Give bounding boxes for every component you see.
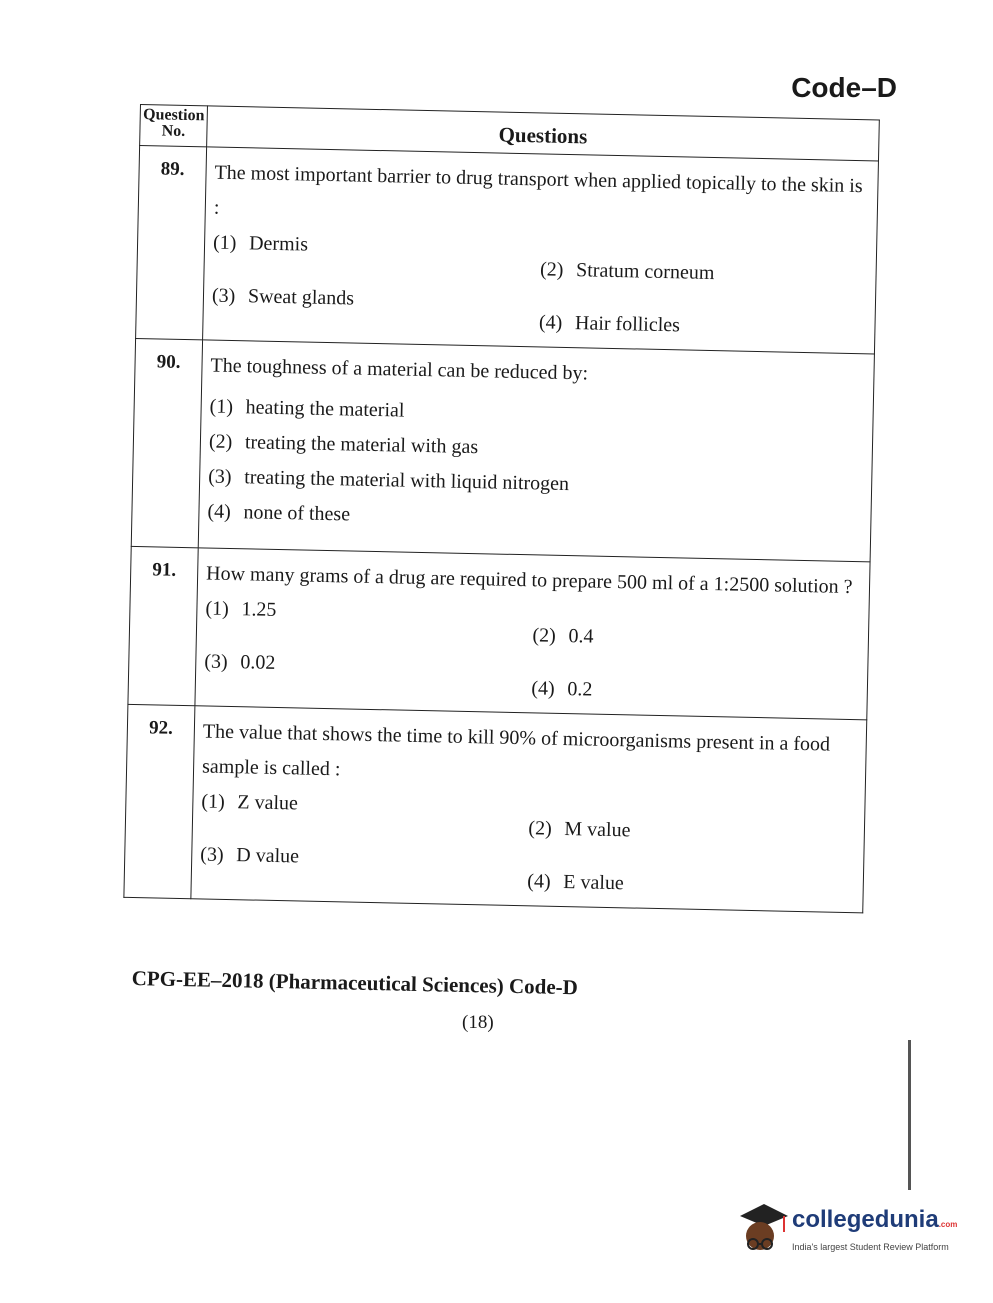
option-text: 0.4 [568,625,594,648]
collegedunia-watermark [734,1198,964,1266]
option-number: (4) [538,311,563,334]
option-text: none of these [243,501,351,526]
paper-code: Code–D [791,72,897,103]
option-text: Hair follicles [574,312,681,337]
option [209,396,864,433]
option [212,232,540,282]
option [200,843,528,893]
question-body [198,340,874,562]
question-number: 90. [131,338,202,547]
question-row [136,146,879,354]
question-row [128,546,870,719]
question-text: The most important barrier to drug transport when applied topically to the skin is : [213,161,863,219]
option-number: (1) [212,231,237,255]
brand-name [792,1206,957,1234]
option [201,790,529,840]
brand-suffix: .com [938,1220,958,1229]
option-text: E value [563,871,625,895]
option-text: 0.2 [567,678,593,701]
option [531,657,859,707]
option [540,238,868,288]
question-text: The toughness of a material can be reduced by: [210,354,589,385]
option [539,291,867,341]
option-text: 1.25 [241,598,277,621]
option-number: (2) [208,430,233,454]
option [208,466,863,503]
option-text: D value [236,844,300,868]
question-body [195,548,870,720]
option-number: (4) [531,677,555,700]
option-number: (4) [207,500,232,523]
question-sheet [123,104,879,913]
brand-tagline: India's largest Student Review Platform [792,1242,949,1252]
option-text: treating the material with liquid nitrogen [243,466,570,496]
question-number: 89. [136,146,207,340]
option [204,650,532,700]
question-number: 91. [128,546,198,705]
options-list [204,597,861,707]
option [209,431,864,468]
question-text: How many grams of a drug are required to prepare 500 ml of a 1:2500 solution ? [205,562,853,599]
question-row [124,704,867,912]
options-list [211,232,868,342]
column-header-question-no: Question No. [140,105,208,147]
option-number: (1) [205,597,230,620]
option-text: treating the material with gas [244,431,479,459]
option-text: M value [564,818,631,842]
option-text: Stratum corneum [575,259,715,285]
question-table [123,104,879,913]
option [207,501,862,538]
options-list [200,790,857,900]
brand-text: collegedunia [792,1206,939,1233]
option [532,604,860,654]
question-row [131,338,874,561]
option-text: Z value [237,791,299,815]
option-number: (1) [209,395,234,419]
option-number: (3) [200,843,224,866]
option-number: (2) [539,258,564,281]
option-number: (4) [527,870,551,893]
scan-edge-line [908,1040,911,1190]
option-number: (3) [207,465,232,488]
option-number: (2) [532,624,557,647]
option-number: (3) [211,284,236,308]
option-text: Sweat glands [247,285,355,310]
question-body [203,147,879,354]
footer-title: CPG-EE–2018 (Pharmaceutical Sciences) Code-D [131,966,579,1000]
option-number: (3) [204,650,228,673]
page-number: (18) [462,1012,494,1033]
option-number: (2) [528,817,552,840]
question-body [191,706,867,913]
column-header-questions: Questions [207,106,880,161]
option [527,850,855,900]
option-text: heating the material [245,396,405,422]
options-list [207,396,865,538]
option [528,797,856,847]
question-text: The value that shows the time to kill 90% of microorganisms present in a food sample is called : [201,720,831,781]
option-text: 0.02 [240,651,276,674]
question-number: 92. [124,704,195,898]
mascot-logo-icon [734,1198,788,1258]
option [211,285,539,335]
option-number: (1) [201,790,225,813]
option [205,597,533,647]
option-text: Dermis [248,232,309,256]
